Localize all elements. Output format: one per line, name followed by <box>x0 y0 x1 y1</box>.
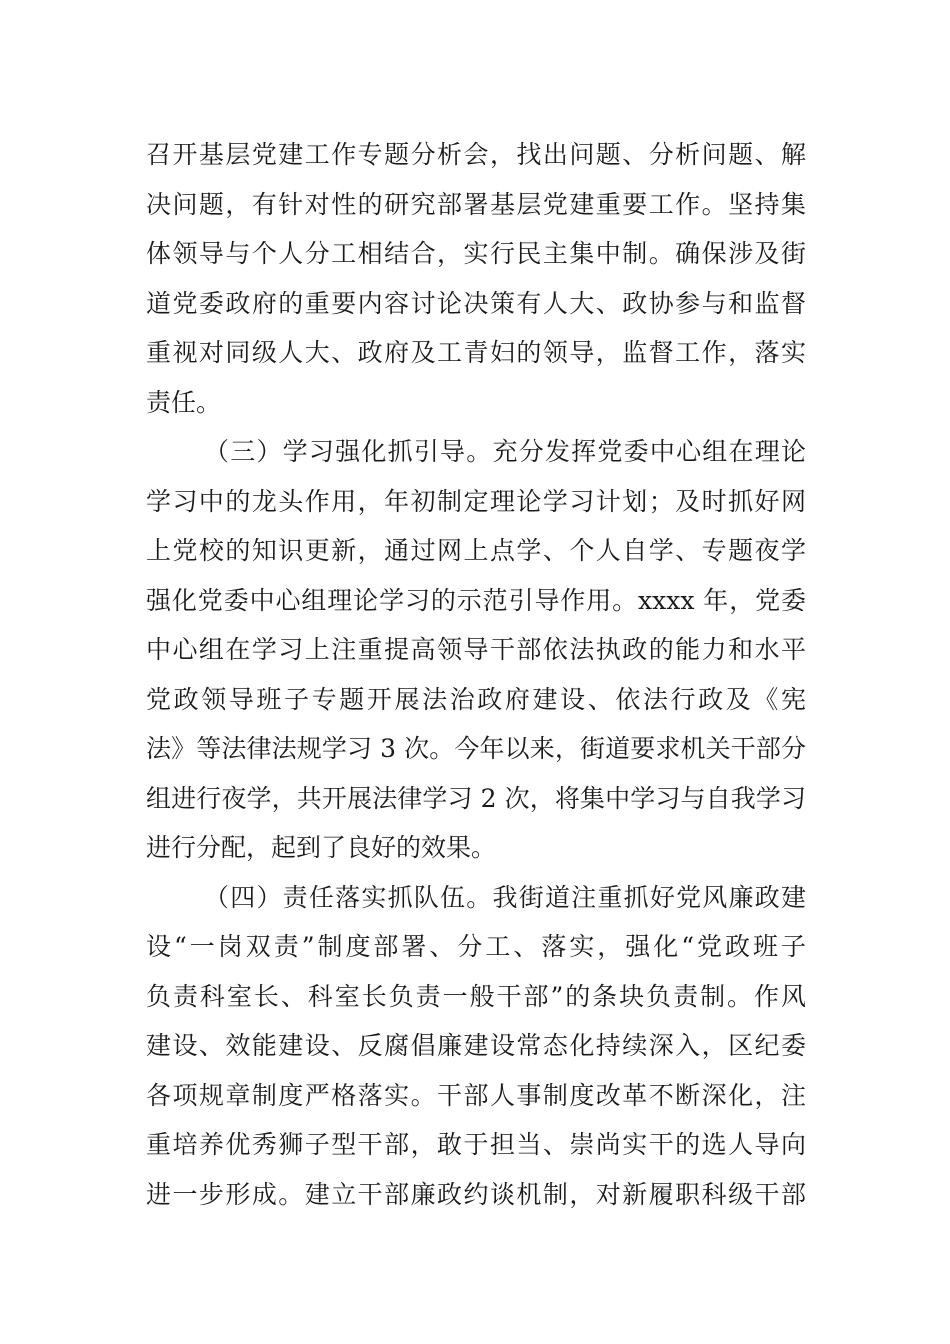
text-line: 强化党委中心组理论学习的示范引导作用。xxxx 年，党委 <box>146 585 806 615</box>
text-line: 体领导与个人分工相结合，实行民主集中制。确保涉及街 <box>146 239 806 268</box>
text-line: 组进行夜学，共开展法律学习 2 次，将集中学习与自我学习 <box>146 783 806 813</box>
text-line: 法》等法律法规学习 3 次。今年以来，街道要求机关干部分 <box>146 734 806 763</box>
text-line: 负责科室长、科室长负责一般干部”的条块负责制。作风 <box>146 981 806 1011</box>
text-line: 各项规章制度严格落实。干部人事制度改革不断深化，注 <box>146 1080 806 1110</box>
section-heading-line: （四）责任落实抓队伍。我街道注重抓好党风廉政建 <box>204 882 806 912</box>
text-line: 责任。 <box>146 387 222 417</box>
text-line: 学习中的龙头作用，年初制定理论学习计划；及时抓好网 <box>146 486 806 516</box>
text-line: 进一步形成。建立干部廉政约谈机制，对新履职科级干部 <box>146 1179 806 1209</box>
text-line: 党政领导班子专题开展法治政府建设、依法行政及《宪 <box>146 684 806 714</box>
text-line: 召开基层党建工作专题分析会，找出问题、分析问题、解 <box>146 140 806 169</box>
text-line: 重视对同级人大、政府及工青妇的领导，监督工作，落实 <box>146 338 806 367</box>
text-line: 决问题，有针对性的研究部署基层党建重要工作。坚持集 <box>146 189 806 219</box>
text-line: 设“一岗双责”制度部署、分工、落实，强化“党政班子 <box>146 932 806 961</box>
text-line: 重培养优秀狮子型干部，敢于担当、崇尚实干的选人导向 <box>146 1130 806 1159</box>
document-body <box>146 130 806 1219</box>
text-line: 中心组在学习上注重提高领导干部依法执政的能力和水平 <box>146 635 806 664</box>
text-line: 道党委政府的重要内容讨论决策有人大、政协参与和监督 <box>146 288 806 318</box>
text-line: 建设、效能建设、反腐倡廉建设常态化持续深入，区纪委 <box>146 1031 806 1060</box>
text-line: 进行分配，起到了良好的效果。 <box>146 833 497 862</box>
text-line: 上党校的知识更新，通过网上点学、个人自学、专题夜学 <box>146 536 806 565</box>
section-heading-line: （三）学习强化抓引导。充分发挥党委中心组在理论 <box>204 437 806 466</box>
